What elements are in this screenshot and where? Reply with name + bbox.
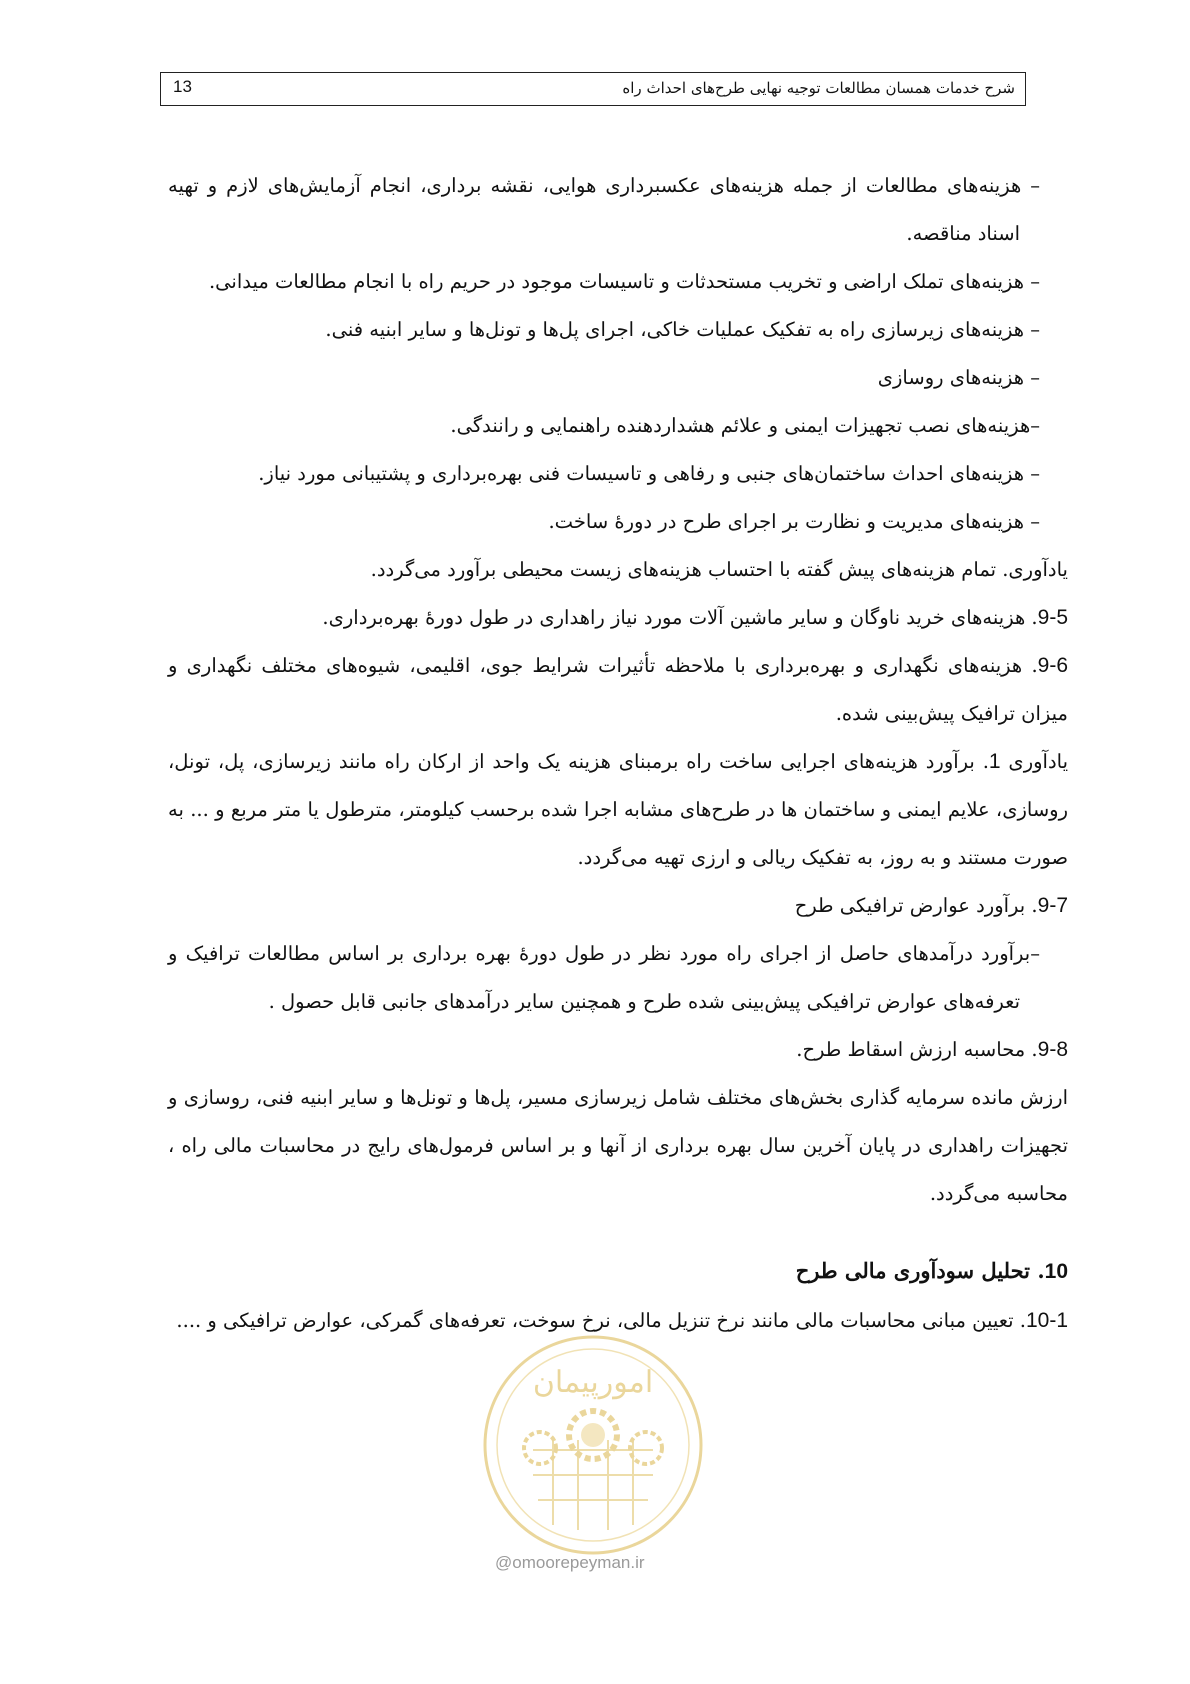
bullet-toll-revenue: –برآورد درآمدهای حاصل از اجرای راه مورد نظر در طول دورهٔ بهره برداری بر اساس مطالعات ترافیک و تعرفه‌های عوارض ترافیکی پیش‌بینی شده طرح و همچنین سایر درآمدهای جانبی قابل حصول . bbox=[168, 942, 1040, 1013]
salvage-value-paragraph: ارزش مانده سرمایه گذاری بخش‌های مختلف شامل زیرسازی مسیر، پل‌ها و تونل‌ها و سایر ابنیه فنی، روسازی و تجهیزات راهداری در پایان آخرین سال بهره برداری از آنها و بر اساس فرمول‌های رایج در محاسبات مالی راه ، محاسبه می‌گردد. bbox=[168, 1086, 1068, 1205]
note-1 bbox=[168, 738, 1068, 882]
item-text: . تعیین مبانی محاسبات مالی مانند نرخ تنزیل مالی، نرخ سوخت، تعرفه‌های گمرکی، عوارض ترافیکی و .... bbox=[176, 1309, 1026, 1332]
bullet-pavement-costs: – هزینه‌های روسازی bbox=[877, 366, 1040, 389]
note-environmental: یادآوری. تمام هزینه‌های پیش گفته با احتساب هزینه‌های زیست محیطی برآورد می‌گردد. bbox=[370, 558, 1068, 581]
item-text: . محاسبه ارزش اسقاط طرح. bbox=[796, 1038, 1038, 1061]
page-header bbox=[160, 72, 1026, 106]
header-title: شرح خدمات همسان مطالعات توجیه نهایی طرح‌های احداث راه bbox=[622, 79, 1015, 97]
item-text: . هزینه‌های نگهداری و بهره‌برداری با ملاحظه تأثیرات شرایط جوی، اقلیمی، شیوه‌های مختلف نگهداری و میزان ترافیک پیش‌بینی شده. bbox=[168, 654, 1068, 725]
section-number: 10 bbox=[1044, 1260, 1068, 1283]
watermark-site: @omoorepeyman.ir bbox=[495, 1553, 645, 1572]
item-text: . برآورد عوارض ترافیکی طرح bbox=[794, 894, 1038, 917]
page-body bbox=[168, 162, 1068, 1345]
omoorepeyman-logo-watermark bbox=[478, 1330, 708, 1560]
section-title: . تحلیل سودآوری مالی طرح bbox=[795, 1258, 1045, 1283]
note-lead: یادآوری bbox=[1000, 750, 1069, 773]
item-number: 9-7 bbox=[1037, 894, 1068, 917]
bullet-safety-costs: –هزینه‌های نصب تجهیزات ایمنی و علائم هشداردهنده راهنمایی و رانندگی. bbox=[450, 414, 1040, 437]
item-text: . هزینه‌های خرید ناوگان و سایر ماشین آلات مورد نیاز راهداری در طول دورهٔ بهره‌برداری. bbox=[322, 606, 1038, 629]
item-number: 10-1 bbox=[1025, 1309, 1068, 1332]
section-10-heading bbox=[168, 1246, 1068, 1297]
watermark-logo-text: امورپیمان bbox=[532, 1365, 654, 1400]
bullet-subgrade-costs: – هزینه‌های زیرسازی راه به تفکیک عملیات خاکی، اجرای پل‌ها و تونل‌ها و سایر ابنیه فنی. bbox=[325, 318, 1040, 341]
item-9-7 bbox=[168, 882, 1068, 930]
bullet-supervision-costs: – هزینه‌های مدیریت و نظارت بر اجرای طرح در دورهٔ ساخت. bbox=[548, 510, 1040, 533]
item-number: 9-5 bbox=[1037, 606, 1068, 629]
item-9-6 bbox=[168, 642, 1068, 738]
bullet-buildings-costs: – هزینه‌های احداث ساختمان‌های جنبی و رفاهی و تاسیسات فنی بهره‌برداری و پشتیبانی مورد نیاز. bbox=[258, 462, 1040, 485]
item-number: 9-8 bbox=[1037, 1038, 1068, 1061]
bullet-study-costs: – هزینه‌های مطالعات از جمله هزینه‌های عکسبرداری هوایی، نقشه برداری، انجام آزمایش‌های لازم و تهیه اسناد مناقصه. bbox=[168, 174, 1040, 245]
note-number: 1 bbox=[988, 750, 1001, 773]
page-number: 13 bbox=[173, 77, 192, 96]
bullet-land-costs: – هزینه‌های تملک اراضی و تخریب مستحدثات و تاسیسات موجود در حریم راه با انجام مطالعات میدانی. bbox=[208, 270, 1040, 293]
item-9-8 bbox=[168, 1026, 1068, 1074]
item-9-5 bbox=[168, 594, 1068, 642]
note-text: . برآورد هزینه‌های اجرایی ساخت راه برمبنای هزینه یک واحد از ارکان راه مانند زیرسازی، پل، تونل، روسازی، علایم ایمنی و ساختمان ها در طرح‌های مشابه اجرا شده برحسب کیلومتر، مترطول یا متر مربع و ... به صورت مستند و به روز، به تفکیک ریالی و ارزی تهیه می‌گردد. bbox=[168, 750, 1068, 869]
item-number: 9-6 bbox=[1037, 654, 1068, 677]
